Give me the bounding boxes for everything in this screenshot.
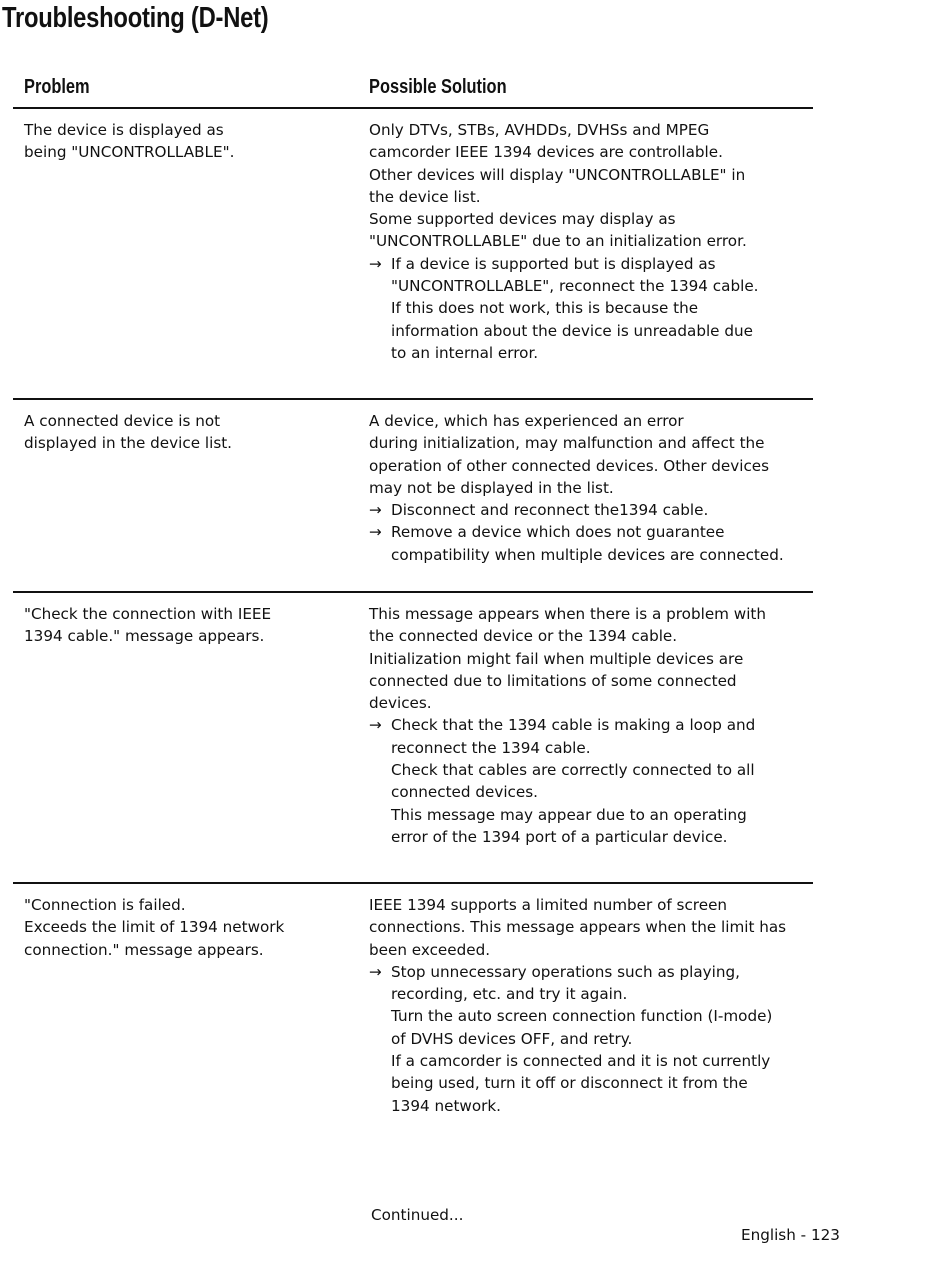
solution-line: A device, which has experienced an error	[369, 412, 684, 430]
solution-line: recording, etc. and try it again.	[391, 985, 628, 1004]
solution-step	[369, 499, 819, 521]
solution-line: operation of other connected devices. Other devices	[369, 456, 770, 475]
problem-line: being "UNCONTROLLABLE".	[24, 143, 235, 162]
page-title: Troubleshooting (D-Net)	[2, 2, 269, 34]
solution-line: Some supported devices may display as	[369, 210, 676, 229]
row-rule	[13, 591, 813, 593]
solution-line: may not be displayed in the list.	[369, 478, 614, 497]
problem-line: "Connection is failed.	[24, 896, 186, 914]
problem-line: The device is displayed as	[24, 121, 224, 139]
problem-line: 1394 cable." message appears.	[24, 627, 265, 646]
solution-line: connections. This message appears when the limit has	[369, 918, 787, 937]
row-rule	[13, 882, 813, 884]
arrow-icon: →	[369, 716, 382, 735]
solution-line: been exceeded.	[369, 940, 491, 959]
solution-line: Check that cables are correctly connected to all	[391, 761, 755, 780]
solution-step-text: Check that the 1394 cable is making a loop and	[391, 716, 756, 735]
solution-step	[369, 521, 819, 543]
solution-line: the device list.	[369, 187, 481, 206]
solution-line: This message may appear due to an operating	[391, 805, 747, 824]
solution-step	[369, 714, 819, 736]
solution-column-header: Possible Solution	[369, 76, 507, 98]
solution-step-text: Disconnect and reconnect the1394 cable.	[391, 501, 709, 520]
solution-line: Other devices will display "UNCONTROLLABLE" in	[369, 165, 746, 184]
solution-line: If a camcorder is connected and it is not currently	[391, 1052, 771, 1071]
solution-line: connected devices.	[391, 783, 538, 802]
solution-line: 1394 network.	[391, 1096, 501, 1115]
solution-line: "UNCONTROLLABLE", reconnect the 1394 cable.	[391, 277, 759, 296]
solution-cell	[369, 894, 819, 1117]
header-rule	[13, 107, 813, 109]
problem-cell	[24, 119, 349, 164]
page-footer: English - 123	[741, 1226, 840, 1244]
solution-line: This message appears when there is a problem with	[369, 605, 767, 623]
solution-line: information about the device is unreadable due	[391, 321, 753, 340]
problem-line: "Check the connection with IEEE	[24, 605, 272, 623]
problem-line: connection." message appears.	[24, 940, 264, 959]
problem-cell	[24, 410, 349, 455]
solution-line: reconnect the 1394 cable.	[391, 738, 591, 757]
solution-line: devices.	[369, 694, 432, 713]
solution-step-text: If a device is supported but is displayed as	[391, 254, 716, 273]
solution-line: Initialization might fail when multiple devices are	[369, 649, 744, 668]
solution-step-text: Remove a device which does not guarantee	[391, 523, 725, 542]
solution-line: Only DTVs, STBs, AVHDDs, DVHSs and MPEG	[369, 121, 710, 139]
arrow-icon: →	[369, 254, 382, 273]
solution-line: during initialization, may malfunction and affect the	[369, 434, 765, 453]
arrow-icon: →	[369, 523, 382, 542]
solution-line: If this does not work, this is because the	[391, 299, 699, 318]
solution-line: "UNCONTROLLABLE" due to an initialization error.	[369, 232, 747, 251]
problem-column-header: Problem	[24, 76, 90, 98]
solution-line: being used, turn it off or disconnect it from the	[391, 1074, 748, 1093]
solution-line: to an internal error.	[391, 343, 539, 362]
solution-cell	[369, 410, 819, 566]
arrow-icon: →	[369, 501, 382, 520]
solution-line: of DVHS devices OFF, and retry.	[391, 1029, 633, 1048]
solution-line: IEEE 1394 supports a limited number of screen	[369, 896, 728, 914]
solution-line: error of the 1394 port of a particular device.	[391, 827, 728, 846]
problem-line: A connected device is not	[24, 412, 221, 430]
solution-cell	[369, 119, 819, 364]
solution-cell	[369, 603, 819, 848]
solution-line: compatibility when multiple devices are connected.	[391, 545, 784, 564]
problem-line: Exceeds the limit of 1394 network	[24, 918, 285, 937]
arrow-icon: →	[369, 962, 382, 981]
row-rule	[13, 398, 813, 400]
solution-step	[369, 253, 819, 275]
solution-line: camcorder IEEE 1394 devices are controllable.	[369, 143, 723, 162]
solution-line: Turn the auto screen connection function (I-mode)	[391, 1007, 773, 1026]
solution-line: the connected device or the 1394 cable.	[369, 627, 678, 646]
solution-line: connected due to limitations of some connected	[369, 671, 737, 690]
solution-step	[369, 961, 819, 983]
problem-cell	[24, 894, 349, 961]
solution-step-text: Stop unnecessary operations such as playing,	[391, 962, 740, 981]
problem-line: displayed in the device list.	[24, 434, 233, 453]
problem-cell	[24, 603, 349, 648]
continued-note: Continued...	[371, 1206, 464, 1224]
